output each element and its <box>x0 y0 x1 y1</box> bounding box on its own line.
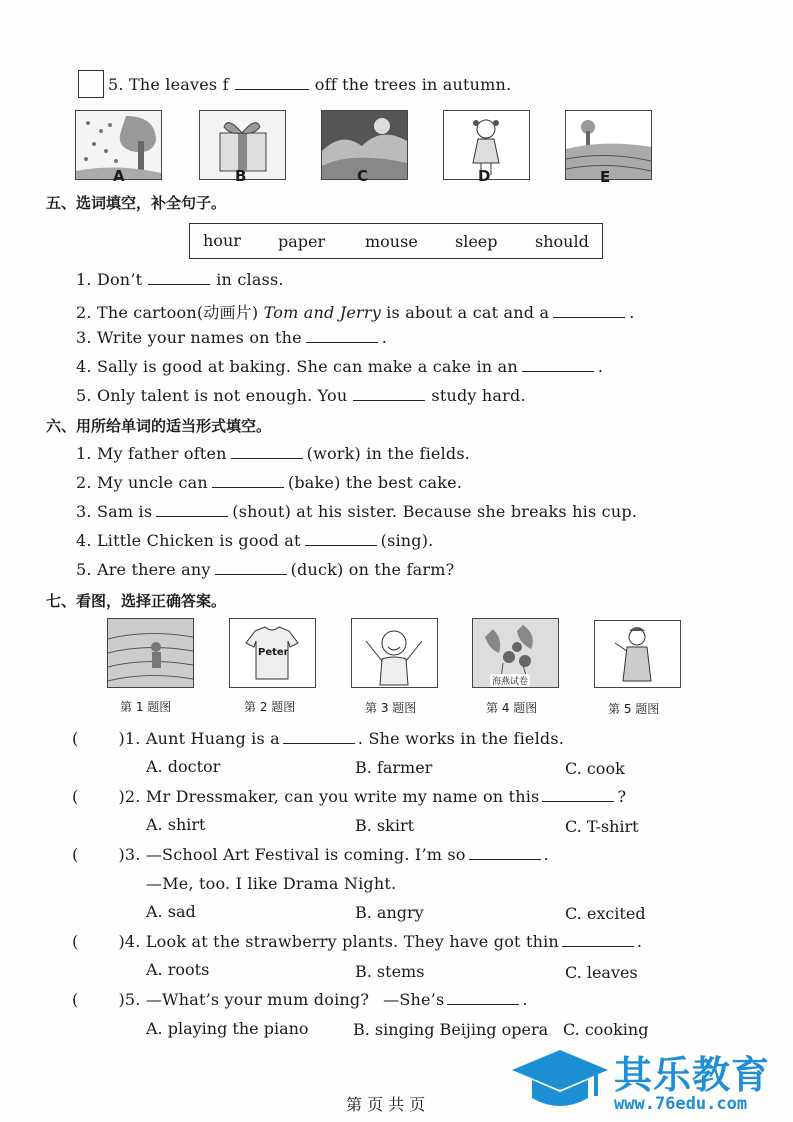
s7-q3-reply: —Me, too. I like Drama Night. <box>146 874 397 893</box>
text: . <box>636 932 643 951</box>
option-a[interactable]: A. shirt <box>146 815 206 834</box>
text: 3. Write your names on the <box>76 328 302 347</box>
text: . <box>629 303 635 322</box>
blank[interactable] <box>156 502 228 517</box>
farm-field-icon <box>108 619 193 687</box>
word-bank-word: paper <box>278 232 326 251</box>
s7-q5: ( )5. —What’s your mum doing? —She’s . <box>72 990 528 1009</box>
text: 4. Little Chicken is good at <box>76 531 301 550</box>
blank[interactable] <box>235 75 309 90</box>
text: 5. —What’s your mum doing? <box>124 990 370 1009</box>
s6-q1 <box>76 444 470 463</box>
text: 1. My father often <box>76 444 227 463</box>
answer-paren[interactable]: ( <box>72 729 79 748</box>
watermark-text: 海燕试卷 <box>490 674 530 687</box>
opera-singer-icon <box>595 621 680 687</box>
option-b[interactable]: B. skirt <box>355 816 415 835</box>
text: —She’s <box>383 990 445 1009</box>
brand-url[interactable]: www.76edu.com <box>614 1094 748 1114</box>
blank[interactable] <box>306 328 378 343</box>
text: is about a cat and a <box>386 303 550 322</box>
letter-a: A <box>113 167 125 185</box>
s7-q4: ( )4. Look at the strawberry plants. They have got thin . <box>72 932 643 951</box>
text: 4. Look at the strawberry plants. They have got thin <box>124 932 559 951</box>
option-b[interactable]: B. singing Beijing opera <box>353 1020 549 1039</box>
s7-q1: ( )1. Aunt Huang is a . She works in the fields. <box>72 729 565 748</box>
option-b[interactable]: B. angry <box>355 903 424 922</box>
section-5-title: 五、选词填空，补全句子。 <box>46 194 227 212</box>
s6-q2 <box>76 473 462 492</box>
option-c[interactable]: C. cooking <box>563 1020 649 1039</box>
text: . <box>597 357 604 376</box>
text: (duck) on the farm? <box>290 560 455 579</box>
answer-paren[interactable]: ( <box>72 845 79 864</box>
picture-caption: 第 5 题图 <box>608 702 660 716</box>
text: 5. Only talent is not enough. You <box>76 386 348 405</box>
letter-c: C <box>357 167 369 185</box>
text: 1. Don’t <box>76 270 143 289</box>
answer-paren[interactable]: ( <box>72 787 79 806</box>
text: . <box>381 328 388 347</box>
blank[interactable] <box>447 990 519 1005</box>
s6-q3 <box>76 502 637 521</box>
option-c[interactable]: C. leaves <box>565 963 638 982</box>
picture-caption: 第 2 题图 <box>244 700 296 714</box>
text: 2. The cartoon(动画片) <box>76 303 259 322</box>
blank[interactable] <box>353 386 425 401</box>
letter-b: B <box>235 167 247 185</box>
option-a[interactable]: A. sad <box>146 902 196 921</box>
s7-q2: ( )2. Mr Dressmaker, can you write my name on this ? <box>72 787 627 806</box>
text: 1. Aunt Huang is a <box>124 729 280 748</box>
s5-q3 <box>76 328 387 347</box>
picture-caption: 第 3 题图 <box>365 701 417 715</box>
s5-q2 <box>76 300 635 323</box>
s5-q1 <box>76 270 284 289</box>
picture-q4-strawberry <box>472 618 559 688</box>
s5-q4 <box>76 357 603 376</box>
picture-q2-tshirt <box>229 618 316 688</box>
graduation-cap-icon <box>510 1046 610 1118</box>
text: . <box>543 845 549 864</box>
picture-caption: 第 4 题图 <box>486 701 538 715</box>
text: (sing). <box>380 531 434 550</box>
shirt-name-text: Peter <box>258 647 289 658</box>
text: (bake) the best cake. <box>287 473 463 492</box>
text: in class. <box>216 270 284 289</box>
brand-logo <box>510 1044 790 1120</box>
blank[interactable] <box>148 270 210 285</box>
blank[interactable] <box>469 845 541 860</box>
blank[interactable] <box>522 357 594 372</box>
answer-paren[interactable]: ( <box>72 990 79 1009</box>
blank[interactable] <box>305 531 377 546</box>
s6-q5 <box>76 560 454 579</box>
page-footer: 第 页 共 页 <box>346 1095 426 1114</box>
text: study hard. <box>431 386 526 405</box>
section-7-title: 七、看图，选择正确答案。 <box>46 592 227 610</box>
text: (work) in the fields. <box>306 444 471 463</box>
text: 4. Sally is good at baking. She can make a cake in an <box>76 357 518 376</box>
s7-q3: ( )3. —School Art Festival is coming. I’m so . <box>72 845 549 864</box>
text: 2. Mr Dressmaker, can you write my name on this <box>124 787 540 806</box>
option-a[interactable]: A. playing the piano <box>146 1019 309 1038</box>
blank[interactable] <box>553 303 625 318</box>
s6-q4 <box>76 531 433 550</box>
blank[interactable] <box>215 560 287 575</box>
q4-item5-text: 5. The leaves f <box>108 75 229 94</box>
letter-d: D <box>478 167 491 185</box>
s5-q5 <box>76 386 526 405</box>
blank[interactable] <box>542 787 614 802</box>
option-c[interactable]: C. T-shirt <box>565 817 639 836</box>
option-b[interactable]: B. farmer <box>355 758 433 777</box>
q4-item5 <box>108 75 511 94</box>
picture-q1-farmer <box>107 618 194 688</box>
option-b[interactable]: B. stems <box>355 962 425 981</box>
option-c[interactable]: C. excited <box>565 904 646 923</box>
option-a[interactable]: A. roots <box>146 960 210 979</box>
text: 3. Sam is <box>76 502 153 521</box>
word-bank-word: should <box>535 232 589 251</box>
happy-person-icon <box>352 619 437 687</box>
blank[interactable] <box>283 729 355 744</box>
picture-caption: 第 1 题图 <box>120 700 172 714</box>
text: . She works in the fields. <box>357 729 565 748</box>
text: 5. Are there any <box>76 560 211 579</box>
letter-e: E <box>600 168 611 186</box>
cartoon-title: Tom and Jerry <box>263 303 381 322</box>
text: ? <box>617 787 627 806</box>
text: 2. My uncle can <box>76 473 208 492</box>
answer-paren[interactable]: ( <box>72 932 79 951</box>
brand-name: 其乐教育 <box>614 1053 771 1097</box>
blank[interactable] <box>212 473 284 488</box>
section-6-title: 六、用所给单词的适当形式填空。 <box>46 417 272 435</box>
blank[interactable] <box>562 932 634 947</box>
word-bank-word: hour <box>203 231 241 250</box>
picture-q5-opera-singer <box>594 620 681 688</box>
word-bank-word: mouse <box>365 232 418 251</box>
option-c[interactable]: C. cook <box>565 759 625 778</box>
answer-box[interactable] <box>78 70 104 98</box>
text: 3. —School Art Festival is coming. I’m so <box>124 845 466 864</box>
word-bank-word: sleep <box>455 232 498 251</box>
option-a[interactable]: A. doctor <box>146 757 221 776</box>
q4-item5-text2: off the trees in autumn. <box>314 75 512 94</box>
text: (shout) at his sister. Because she breaks his cup. <box>232 502 638 521</box>
picture-q3-excited-woman <box>351 618 438 688</box>
text: . <box>522 990 528 1009</box>
blank[interactable] <box>231 444 303 459</box>
